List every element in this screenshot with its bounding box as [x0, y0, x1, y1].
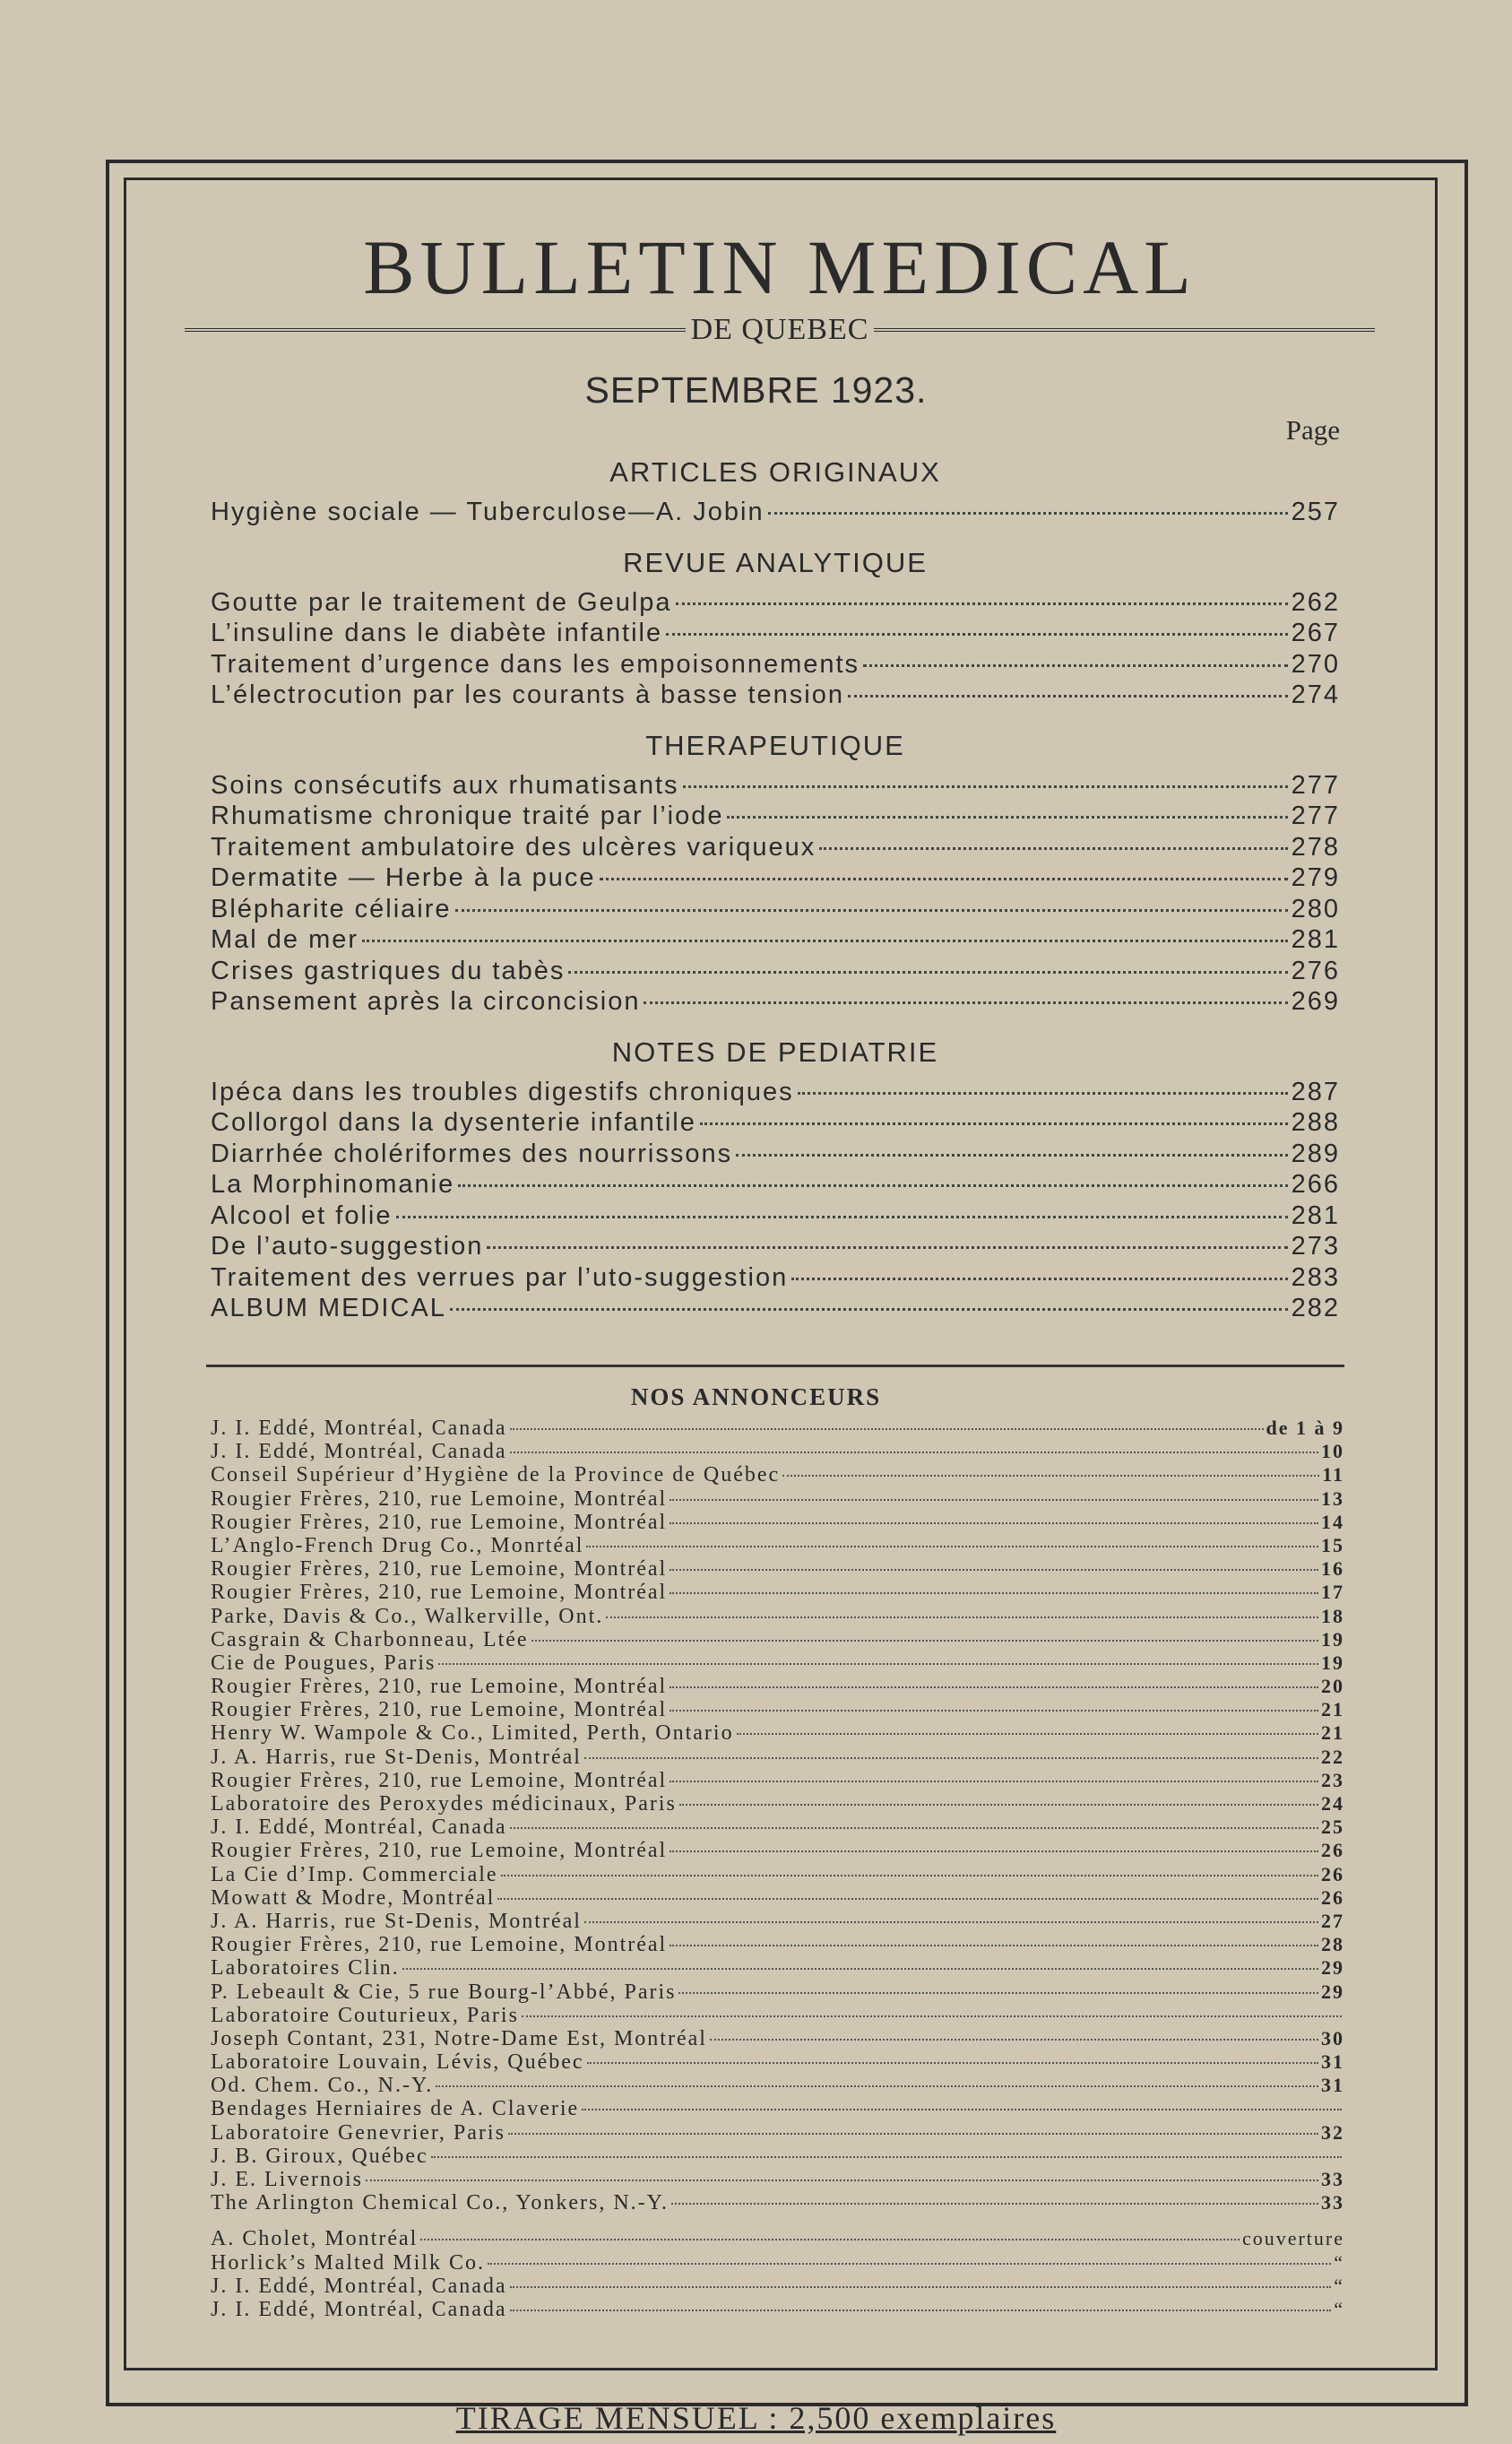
advertiser-page: 16: [1321, 1557, 1344, 1581]
advertiser-entry: [211, 1933, 1344, 1956]
toc-entry: [211, 1262, 1340, 1294]
dot-leader: [458, 1184, 1287, 1187]
advertiser-name: Mowatt & Modre, Montréal: [211, 1885, 496, 1910]
advertiser-page: 27: [1321, 1909, 1344, 1932]
toc-entry-page: 281: [1291, 925, 1340, 954]
advertiser-entry: [211, 1440, 1344, 1463]
section-spacer: [211, 1324, 1340, 1335]
advertiser-page: 31: [1321, 2074, 1344, 2097]
advertiser-page: 25: [1321, 1816, 1344, 1839]
advertiser-name: P. Lebeault & Cie, 5 rue Bourg-l’Abbé, Paris: [211, 1980, 677, 2004]
advertiser-entry: [211, 1863, 1344, 1886]
advertiser-page: 29: [1321, 1956, 1344, 1980]
advertiser-name: J. I. Eddé, Montréal, Canada: [211, 1816, 507, 1840]
advertiser-page: 20: [1321, 1675, 1344, 1698]
dot-leader: [510, 1452, 1318, 1453]
toc-entry-page: 287: [1291, 1077, 1340, 1106]
toc-entry-page: 273: [1291, 1232, 1340, 1261]
toc-entry-title: Traitement d’urgence dans les empoisonnements: [211, 649, 860, 679]
advertisers-title: NOS ANNONCEURS: [630, 1383, 882, 1410]
advertiser-entry: [211, 1651, 1344, 1675]
advertiser-entry: [211, 1463, 1344, 1486]
advertiser-page: 30: [1321, 2026, 1344, 2050]
advertiser-name: Laboratoire Couturieux, Paris: [211, 2003, 519, 2027]
advertiser-entry: [211, 1487, 1344, 1511]
advertiser-name: Rougier Frères, 210, rue Lemoine, Montréal: [211, 1675, 668, 1699]
toc-entry: [211, 770, 1340, 802]
advertiser-page: 26: [1321, 1839, 1344, 1862]
dot-leader: [700, 1122, 1288, 1125]
advertiser-name: J. I. Eddé, Montréal, Canada: [211, 2274, 507, 2298]
dot-leader: [670, 1569, 1318, 1571]
advertiser-entry: [211, 1956, 1344, 1980]
dot-leader: [782, 1475, 1319, 1477]
advertiser-entry: [211, 2097, 1344, 2120]
toc-entry-page: 289: [1291, 1139, 1340, 1168]
advertiser-entry: [211, 1581, 1344, 1604]
advertiser-page: 24: [1321, 1792, 1344, 1815]
advertiser-page: couverture: [1241, 2227, 1344, 2250]
advertiser-page: 31: [1321, 2050, 1344, 2074]
toc-entry-title: Ipéca dans les troubles digestifs chroniques: [211, 1077, 794, 1106]
advertiser-name: Horlick’s Malted Milk Co.: [211, 2250, 485, 2275]
advertiser-page: 14: [1321, 1510, 1344, 1533]
dot-leader: [396, 1216, 1288, 1218]
dot-leader: [670, 1850, 1318, 1852]
circulation-footer: TIRAGE MENSUEL : 2,500 exemplaires: [455, 2400, 1057, 2436]
advertiser-page: 22: [1321, 1745, 1344, 1768]
section-spacer: [211, 711, 1340, 722]
toc-entry-title: Goutte par le traitement de Geulpa: [211, 587, 672, 617]
dot-leader: [366, 2180, 1318, 2181]
advertisers-list: [211, 1417, 1344, 2321]
advertiser-entry: [211, 1675, 1344, 1698]
dot-leader: [455, 909, 1288, 912]
dot-leader: [522, 2015, 1342, 2017]
advertiser-entry: [211, 1557, 1344, 1581]
advertiser-name: Laboratoires Clin.: [211, 1956, 400, 1980]
advertiser-name: Rougier Frères, 210, rue Lemoine, Montréal: [211, 1510, 668, 1534]
toc-entry-page: 257: [1291, 498, 1340, 526]
advertiser-entry: [211, 1746, 1344, 1769]
toc-entry: [211, 1107, 1340, 1139]
toc-entry: [211, 587, 1340, 619]
toc-entry-title: Collorgol dans la dysenterie infantile: [211, 1108, 696, 1137]
advertiser-name: Rougier Frères, 210, rue Lemoine, Montréal: [211, 1486, 668, 1511]
dot-leader: [450, 1308, 1288, 1311]
dot-leader: [666, 633, 1288, 636]
dot-leader: [582, 2109, 1342, 2110]
advertiser-name: Od. Chem. Co., N.-Y.: [211, 2074, 434, 2098]
advertiser-page: 17: [1321, 1581, 1344, 1604]
toc-entry: [211, 832, 1340, 863]
advertiser-name: The Arlington Chemical Co., Yonkers, N.-Y.: [211, 2191, 669, 2215]
list-gap: [211, 2214, 1344, 2227]
toc-entry-title: Traitement ambulatoire des ulcères variqueux: [211, 832, 816, 862]
dot-leader: [670, 1592, 1318, 1594]
section-title: ARTICLES ORIGINAUX: [609, 456, 941, 488]
dot-leader: [644, 1001, 1287, 1004]
dot-leader: [819, 847, 1287, 850]
advertiser-entry: [211, 1628, 1344, 1651]
dot-leader: [848, 695, 1288, 698]
table-of-contents: [211, 448, 1340, 1335]
toc-entry: [211, 1231, 1340, 1262]
advertiser-name: J. E. Livernois: [211, 2168, 363, 2191]
dot-leader: [670, 1522, 1318, 1524]
advertiser-page: 18: [1321, 1604, 1344, 1627]
cover-advertiser-entry: [211, 2298, 1344, 2321]
advertiser-page: “: [1334, 2250, 1344, 2274]
advertiser-entry: [211, 1534, 1344, 1557]
advertiser-page: 10: [1321, 1440, 1344, 1463]
dot-leader: [670, 1686, 1318, 1688]
advertiser-page: 15: [1321, 1533, 1344, 1556]
advertiser-name: Henry W. Wampole & Co., Limited, Perth, Ontario: [211, 1721, 734, 1746]
dot-leader: [606, 1616, 1318, 1618]
toc-entry: [211, 801, 1340, 832]
dot-leader: [584, 1921, 1318, 1923]
dot-leader: [671, 2203, 1318, 2205]
toc-entry-title: La Morphinomanie: [211, 1170, 455, 1199]
toc-entry-title: Alcool et folie: [211, 1200, 393, 1230]
issue-date: SEPTEMBRE 1923.: [584, 369, 928, 411]
dot-leader: [584, 1757, 1318, 1759]
toc-entry: [211, 1200, 1340, 1232]
toc-entry-page: 278: [1291, 832, 1340, 862]
dot-leader: [436, 2085, 1318, 2087]
section-title: NOTES DE PEDIATRIE: [611, 1036, 939, 1068]
section-divider: [206, 1365, 1344, 1367]
toc-entry: [211, 894, 1340, 925]
dot-leader: [420, 2239, 1240, 2240]
advertiser-entry: [211, 2004, 1344, 2027]
toc-entry-page: 288: [1291, 1108, 1340, 1137]
section-title: REVUE ANALYTIQUE: [623, 546, 928, 578]
advertiser-page: 33: [1321, 2168, 1344, 2190]
toc-entry: [211, 618, 1340, 649]
toc-entry-page: 262: [1291, 587, 1340, 617]
advertiser-name: Conseil Supérieur d’Hygiène de la Province de Québec: [211, 1463, 781, 1487]
journal-title: BULLETIN MEDICAL: [363, 224, 1197, 310]
toc-entry-page: 266: [1291, 1170, 1340, 1199]
dot-leader: [501, 1875, 1318, 1876]
advertiser-name: Laboratoire Louvain, Lévis, Québec: [211, 2050, 584, 2075]
advertiser-name: Laboratoire des Peroxydes médicinaux, Paris: [211, 1792, 677, 1816]
toc-entry-title: Pansement après la circoncision: [211, 987, 641, 1016]
advertiser-page: 19: [1321, 1651, 1344, 1674]
advertiser-entry: [211, 1980, 1344, 2004]
toc-entry: [211, 1139, 1340, 1170]
dot-leader: [727, 816, 1287, 819]
toc-entry: [211, 497, 1340, 528]
advertiser-page: 28: [1321, 1933, 1344, 1956]
page-column-label: Page: [1285, 414, 1340, 446]
dot-leader: [510, 1827, 1318, 1829]
toc-entry: [211, 924, 1340, 956]
journal-subtitle: DE QUEBEC: [690, 313, 869, 346]
dot-leader: [510, 2310, 1332, 2311]
toc-entry: [211, 680, 1340, 711]
toc-entry-page: 279: [1291, 863, 1340, 892]
dot-leader: [531, 1640, 1318, 1642]
toc-entry-title: Blépharite céliaire: [211, 894, 452, 923]
dot-leader: [791, 1278, 1287, 1280]
advertiser-entry: [211, 1886, 1344, 1910]
section-spacer: [211, 528, 1340, 539]
advertiser-page: 11: [1322, 1463, 1344, 1486]
dot-leader: [863, 664, 1288, 667]
advertiser-page: 21: [1321, 1698, 1344, 1721]
advertiser-page: 26: [1321, 1885, 1344, 1909]
dot-leader: [670, 1710, 1318, 1712]
dot-leader: [497, 1898, 1318, 1900]
toc-entry: [211, 1293, 1340, 1324]
advertiser-name: Joseph Contant, 231, Notre-Dame Est, Montréal: [211, 2026, 707, 2050]
advertiser-entry: [211, 1769, 1344, 1792]
advertiser-entry: [211, 2074, 1344, 2097]
toc-entry-title: Dermatite — Herbe à la puce: [211, 863, 596, 892]
subtitle-row: [179, 313, 1380, 347]
advertiser-entry: [211, 1417, 1344, 1440]
dot-leader: [510, 1428, 1264, 1430]
masthead: [179, 224, 1380, 347]
advertiser-page: 29: [1321, 1980, 1344, 2003]
advertiser-page: 33: [1321, 2191, 1344, 2214]
toc-entry-page: 280: [1291, 894, 1340, 923]
advertiser-name: Rougier Frères, 210, rue Lemoine, Montréal: [211, 1581, 668, 1605]
toc-entry-title: Rhumatisme chronique traité par l’iode: [211, 802, 724, 830]
advertiser-page: de 1 à 9: [1266, 1417, 1344, 1439]
dot-leader: [683, 785, 1288, 788]
toc-entry-page: 281: [1291, 1200, 1340, 1230]
toc-entry: [211, 986, 1340, 1018]
toc-entry-title: L’électrocution par les courants à basse tension: [211, 680, 844, 709]
advertiser-name: J. I. Eddé, Montréal, Canada: [211, 1417, 507, 1440]
advertiser-name: Laboratoire Genevrier, Paris: [211, 2120, 505, 2145]
dot-leader: [487, 1246, 1287, 1249]
toc-entry-page: 270: [1291, 649, 1340, 679]
toc-entry-title: Hygiène sociale — Tuberculose—A. Jobin: [211, 498, 765, 526]
advertiser-page: “: [1334, 2297, 1344, 2320]
advertiser-entry: [211, 1910, 1344, 1933]
advertiser-entry: [211, 2145, 1344, 2168]
advertiser-entry: [211, 1721, 1344, 1745]
dot-leader: [798, 1092, 1288, 1095]
advertiser-entry: [211, 2168, 1344, 2191]
section-title: THERAPEUTIQUE: [645, 729, 905, 761]
advertiser-name: L’Anglo-French Drug Co., Monrtéal: [211, 1533, 584, 1557]
subtitle-rule-left: [185, 328, 686, 332]
advertiser-entry: [211, 1698, 1344, 1721]
cover-advertiser-entry: [211, 2275, 1344, 2298]
toc-entry-page: 274: [1291, 680, 1340, 709]
section-spacer: [211, 1018, 1340, 1028]
advertiser-name: Rougier Frères, 210, rue Lemoine, Montréal: [211, 1933, 668, 1957]
advertiser-name: J. A. Harris, rue St-Denis, Montréal: [211, 1745, 582, 1769]
toc-entry-title: De l’auto-suggestion: [211, 1232, 484, 1261]
toc-entry-title: Crises gastriques du tabès: [211, 956, 566, 985]
advertiser-name: La Cie d’Imp. Commerciale: [211, 1862, 498, 1886]
dot-leader: [736, 1154, 1288, 1157]
dot-leader: [586, 1546, 1318, 1547]
advertiser-page: 23: [1321, 1768, 1344, 1791]
toc-entry-page: 277: [1291, 802, 1340, 830]
advertiser-entry: [211, 1511, 1344, 1534]
dot-leader: [670, 1945, 1318, 1946]
dot-leader: [679, 1804, 1318, 1806]
dot-leader: [710, 2039, 1318, 2041]
advertiser-name: Rougier Frères, 210, rue Lemoine, Montréal: [211, 1839, 668, 1863]
cover-advertiser-entry: [211, 2251, 1344, 2275]
advertiser-entry: [211, 2050, 1344, 2074]
cover-advertiser-entry: [211, 2227, 1344, 2250]
dot-leader: [510, 2286, 1332, 2288]
toc-entry: [211, 1169, 1340, 1200]
advertiser-entry: [211, 2027, 1344, 2050]
toc-entry-page: 276: [1291, 956, 1340, 985]
advertiser-name: J. I. Eddé, Montréal, Canada: [211, 2297, 507, 2321]
toc-entry-title: Mal de mer: [211, 925, 359, 954]
dot-leader: [670, 1781, 1318, 1782]
advertiser-name: Cie de Pougues, Paris: [211, 1651, 436, 1675]
toc-entry-page: 269: [1291, 987, 1340, 1016]
advertiser-name: Bendages Herniaires de A. Claverie: [211, 2097, 580, 2121]
advertiser-name: Rougier Frères, 210, rue Lemoine, Montréal: [211, 1768, 668, 1792]
dot-leader: [508, 2133, 1318, 2135]
advertiser-entry: [211, 1816, 1344, 1839]
toc-entry-page: 267: [1291, 619, 1340, 647]
advertiser-name: Parke, Davis & Co., Walkerville, Ont.: [211, 1604, 604, 1628]
advertiser-page: 13: [1321, 1486, 1344, 1510]
dot-leader: [431, 2156, 1342, 2158]
advertiser-name: Rougier Frères, 210, rue Lemoine, Montréal: [211, 1698, 668, 1722]
advertiser-name: J. A. Harris, rue St-Denis, Montréal: [211, 1909, 582, 1933]
toc-entry-title: L’insuline dans le diabète infantile: [211, 619, 663, 647]
advertiser-name: J. I. Eddé, Montréal, Canada: [211, 1440, 507, 1464]
advertiser-entry: [211, 2121, 1344, 2145]
dot-leader: [587, 2062, 1318, 2064]
dot-leader: [670, 1499, 1318, 1501]
advertiser-entry: [211, 1605, 1344, 1628]
advertiser-name: Rougier Frères, 210, rue Lemoine, Montréal: [211, 1557, 668, 1582]
advertiser-entry: [211, 2191, 1344, 2214]
toc-entry-page: 283: [1291, 1262, 1340, 1292]
dot-leader: [438, 1663, 1318, 1665]
dot-leader: [600, 878, 1288, 880]
dot-leader: [678, 1992, 1318, 1994]
toc-entry-title: Traitement des verrues par l’uto-suggestion: [211, 1262, 789, 1292]
advertiser-entry: [211, 1839, 1344, 1862]
dot-leader: [362, 940, 1288, 942]
dot-leader: [768, 512, 1288, 515]
toc-entry: [211, 956, 1340, 987]
advertiser-name: Casgrain & Charbonneau, Ltée: [211, 1627, 529, 1651]
advertiser-entry: [211, 1792, 1344, 1816]
dot-leader: [568, 971, 1287, 974]
toc-entry-page: 277: [1291, 770, 1340, 800]
dot-leader: [737, 1733, 1318, 1735]
advertiser-page: 26: [1321, 1862, 1344, 1885]
toc-entry-title: Diarrhée cholériformes des nourrissons: [211, 1139, 733, 1168]
dot-leader: [402, 1968, 1318, 1970]
advertiser-name: J. B. Giroux, Québec: [211, 2144, 428, 2168]
dot-leader: [676, 602, 1288, 605]
advertiser-name: A. Cholet, Montréal: [211, 2227, 419, 2251]
advertiser-page: 21: [1321, 1721, 1344, 1745]
advertiser-page: 32: [1321, 2120, 1344, 2144]
toc-entry: [211, 862, 1340, 894]
toc-entry: [211, 1077, 1340, 1108]
toc-entry-page: 282: [1291, 1294, 1340, 1322]
toc-entry-title: ALBUM MEDICAL: [211, 1294, 446, 1322]
dot-leader: [488, 2263, 1331, 2265]
advertiser-page: 19: [1321, 1627, 1344, 1651]
advertiser-page: “: [1334, 2274, 1344, 2297]
toc-entry: [211, 649, 1340, 680]
toc-entry-title: Soins consécutifs aux rhumatisants: [211, 770, 679, 800]
subtitle-rule-right: [874, 328, 1375, 332]
